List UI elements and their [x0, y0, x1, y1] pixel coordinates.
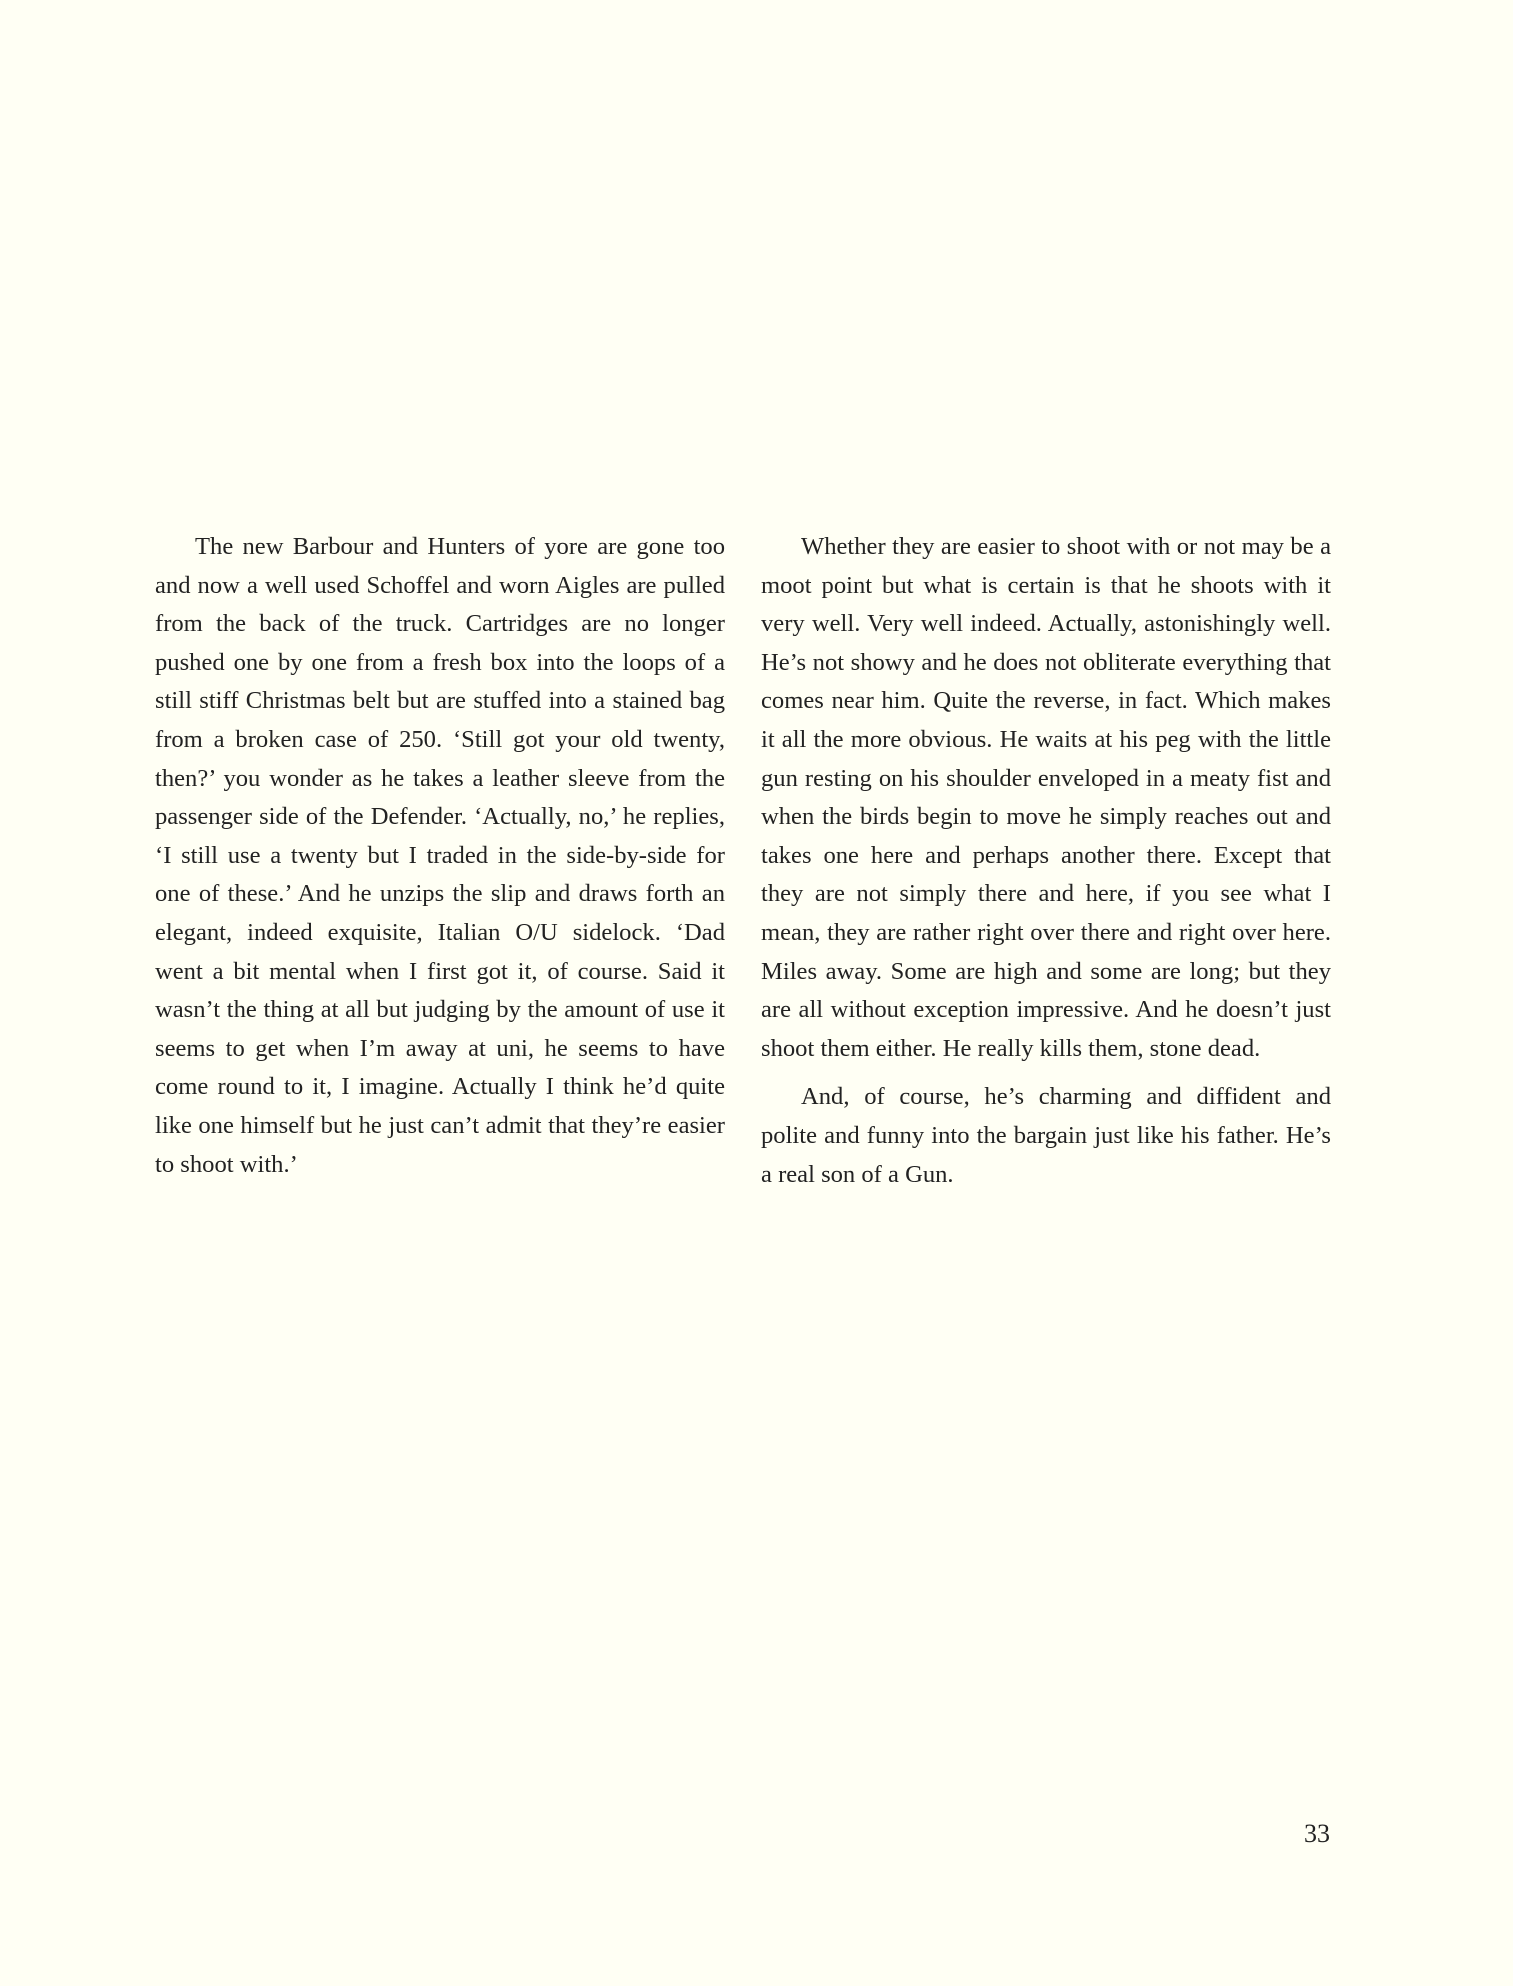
text-column-left: [155, 528, 725, 1194]
paragraph: Whether they are easier to shoot with or not may be a moot point but what is certain is that he shoots with it very well. Very well indeed. Actually, astonishingly well. He’s not showy and he does not obliterate everything that comes near him. Quite the reverse, in fact. Which makes it all the more obvious. He waits at his peg with the little gun resting on his shoulder enveloped in a meaty fist and when the birds begin to move he simply reaches out and takes one here and perhaps another there. Except that they are not simply there and here, if you see what I mean, they are rather right over there and right over here. Miles away. Some are high and some are long; but they are all without exception impressive. And he doesn’t just shoot them either. He really kills them, stone dead.: [761, 533, 1331, 1062]
page-number: 33: [1304, 1819, 1330, 1848]
text-column-right: [761, 528, 1331, 1204]
paragraph: The new Barbour and Hunters of yore are gone too and now a well used Schoffel and worn Aigles are pulled from the back of the truck. Cartridges are no longer pushed one by one from a fresh box into the loops of a still stiff Christmas belt but are stuffed into a stained bag from a broken case of 250. ‘Still got your old twenty, then?’ you wonder as he takes a leather sleeve from the passenger side of the Defender. ‘Actually, no,’ he replies, ‘I still use a twenty but I traded in the side-by-side for one of these.’ And he unzips the slip and draws forth an elegant, indeed exquisite, Italian O/U sidelock. ‘Dad went a bit mental when I first got it, of course. Said it wasn’t the thing at all but judging by the amount of use it seems to get when I’m away at uni, he seems to have come round to it, I imagine. Actually I think he’d quite like one himself but he just can’t admit that they’re easier to shoot with.’: [155, 533, 725, 1178]
paragraph: And, of course, he’s charming and diffident and polite and funny into the bargain just like his father. He’s a real son of a Gun.: [761, 1083, 1331, 1188]
